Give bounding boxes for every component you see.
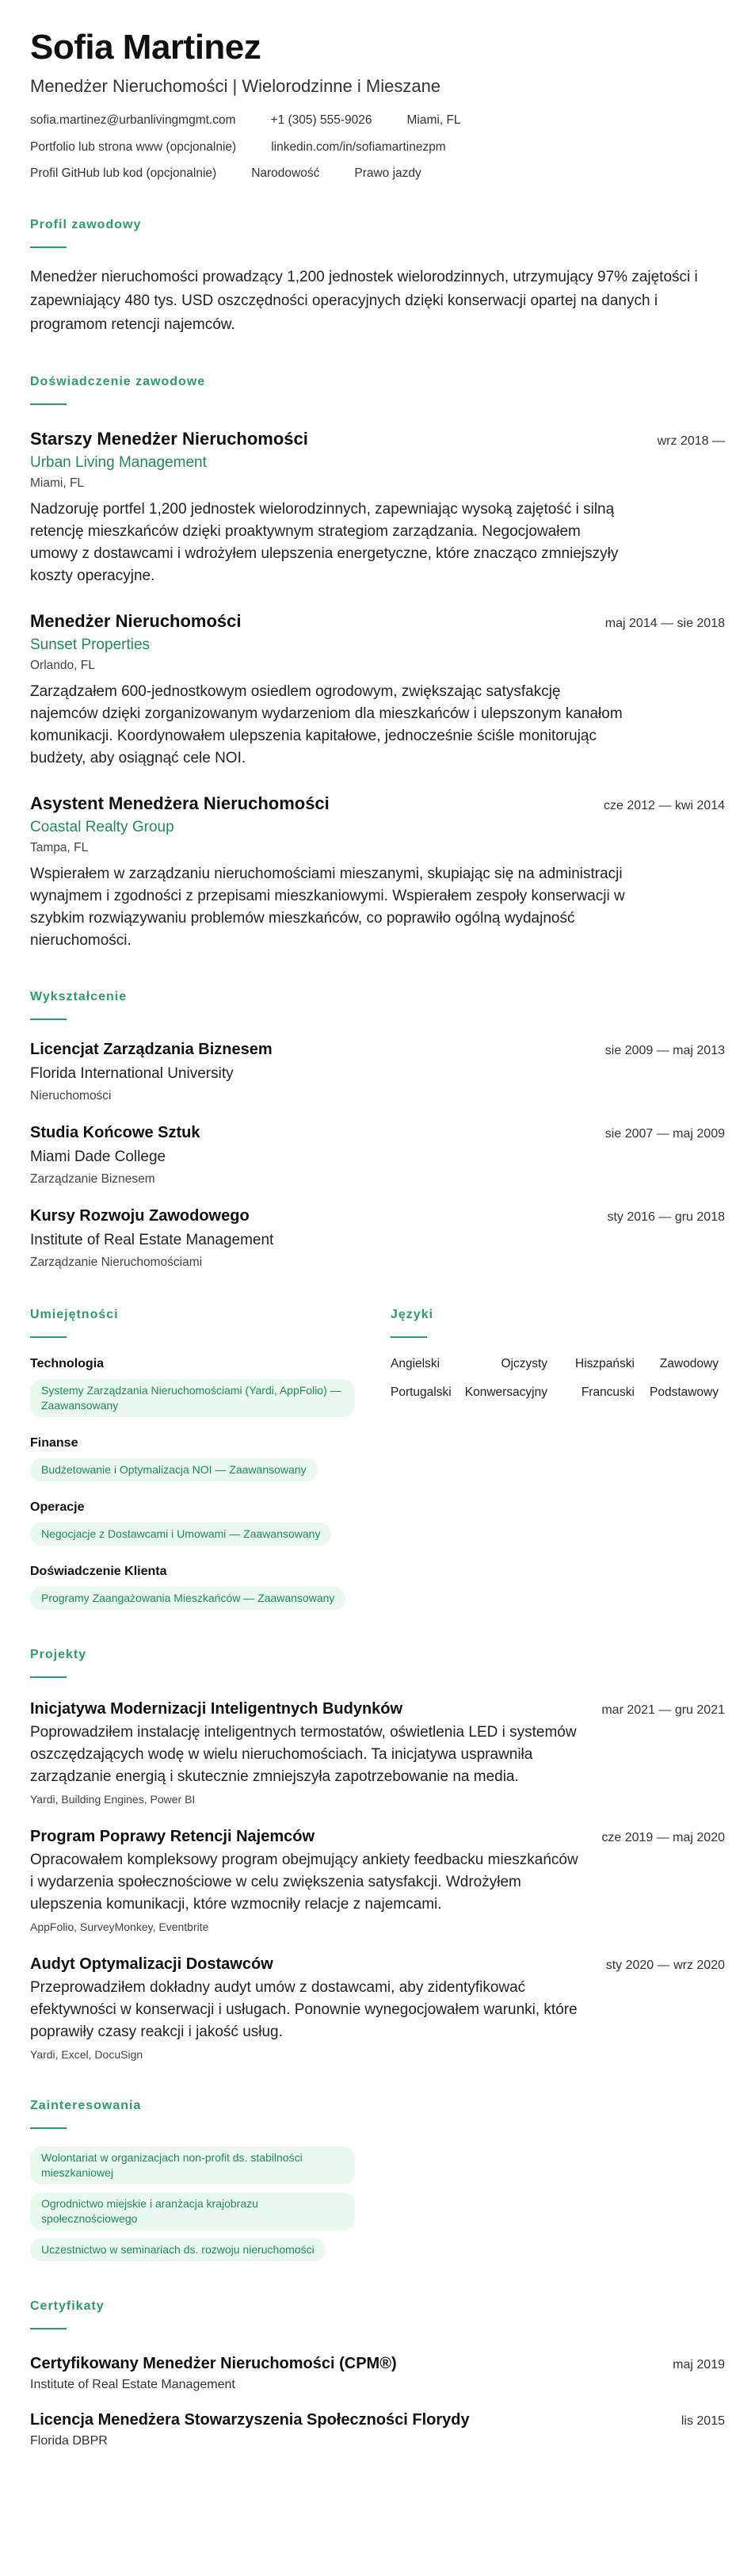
education-date: sty 2016 — gru 2018 <box>607 1210 725 1224</box>
contact-email[interactable]: sofia.martinez@urbanlivingmgmt.com <box>30 113 236 128</box>
section-title: Języki <box>391 1307 434 1321</box>
certification-entry <box>30 2355 725 2392</box>
contact-license: Prawo jazdy <box>354 166 421 181</box>
section-divider <box>391 1336 427 1338</box>
education-degree: Studia Końcowe Sztuk <box>30 1123 200 1141</box>
interest-tag: Wolontariat w organizacjach non-profit ds. stabilności mieszkaniowej <box>30 2146 355 2184</box>
project-title: Program Poprawy Retencji Najemców <box>30 1827 315 1845</box>
education-field: Zarządzanie Biznesem <box>30 1171 155 1186</box>
section-title: Profil zawodowy <box>30 217 142 231</box>
job-location: Miami, FL <box>30 476 85 490</box>
job-description: Zarządzałem 600-jednostkowym osiedlem ogrodowym, zwiększając satysfakcję najemców dzięki zorganizowanym wydarzeniom dla mieszkańców i ulepszonym kanałom komunikacji. Koordynowałem ulepszenia kapitałowe, jednocześnie ściśle monitorując budżety, aby osiągnąć cele NOI. <box>30 682 623 766</box>
contact-github[interactable]: Profil GitHub lub kod (opcjonalnie) <box>30 166 217 181</box>
skill-category <box>30 1357 391 1417</box>
education-entry <box>30 1124 725 1187</box>
skill-category-name: Technologia <box>30 1356 105 1370</box>
contact-portfolio[interactable]: Portfolio lub strona www (opcjonalnie) <box>30 140 237 154</box>
certification-issuer: Florida DBPR <box>30 2433 108 2448</box>
project-tech: Yardi, Excel, DocuSign <box>30 2047 143 2061</box>
certification-date: maj 2019 <box>673 2357 725 2372</box>
education-section <box>30 990 725 1270</box>
job-location: Orlando, FL <box>30 658 95 672</box>
section-divider <box>30 1676 67 1678</box>
section-title: Wykształcenie <box>30 989 128 1003</box>
education-date: sie 2007 — maj 2009 <box>604 1126 725 1141</box>
education-school: Institute of Real Estate Management <box>30 1231 274 1248</box>
job-company: Sunset Properties <box>30 636 151 653</box>
project-title: Inicjatywa Modernizacji Inteligentnych Budynków <box>30 1699 403 1718</box>
language-name: Angielski <box>391 1356 440 1370</box>
section-title: Umiejętności <box>30 1307 119 1321</box>
job-title: Menedżer Nieruchomości <box>30 610 242 631</box>
education-degree: Kursy Rozwoju Zawodowego <box>30 1206 250 1225</box>
skill-tag: Negocjacje z Dostawcami i Umowami — Zaawansowany <box>30 1523 331 1546</box>
section-title: Certyfikaty <box>30 2299 105 2313</box>
job-entry <box>30 793 725 952</box>
candidate-headline: Menedżer Nieruchomości | Wielorodzinne i Mieszane <box>30 76 441 97</box>
skills-section <box>30 1308 391 1610</box>
contact-location: Miami, FL <box>406 113 461 128</box>
job-date: wrz 2018 — <box>657 434 725 448</box>
project-entry <box>30 1700 725 1806</box>
education-school: Miami Dade College <box>30 1148 166 1165</box>
interests-list <box>30 2146 725 2261</box>
job-location: Tampa, FL <box>30 840 89 854</box>
job-description: Wspierałem w zarządzaniu nieruchomościami mieszanymi, skupiając się na administracji wynajmem i zgodności z przepisami mieszkaniowymi. Wspierałem zespoły konserwacji w szybkim rozwiązywaniu problemów mieszkańców, co poprawiło ogólną wydajność nieruchomości. <box>30 865 625 949</box>
section-divider <box>30 1019 67 1020</box>
profile-summary: Menedżer nieruchomości prowadzący 1,200 jednostek wielorodzinnych, utrzymujący 97% zajętości i zapewniający 480 tys. USD oszczędności operacyjnych dzięki konserwacji opartej na danych i programom retencji najemców. <box>30 268 698 333</box>
project-date: sty 2020 — wrz 2020 <box>605 1958 725 1972</box>
project-date: cze 2019 — maj 2020 <box>601 1830 725 1844</box>
project-tech: Yardi, Building Engines, Power BI <box>30 1792 196 1806</box>
language-level: Zawodowy <box>659 1356 719 1370</box>
job-company: Coastal Realty Group <box>30 818 174 835</box>
certification-entry <box>30 2411 725 2448</box>
skill-tag: Programy Zaangażowania Mieszkańców — Zaawansowany <box>30 1587 345 1610</box>
education-degree: Licencjat Zarządzania Biznesem <box>30 1040 273 1058</box>
skill-category <box>30 1565 391 1610</box>
education-date: sie 2009 — maj 2013 <box>604 1043 725 1057</box>
education-school: Florida International University <box>30 1064 234 1082</box>
section-divider <box>30 1336 67 1338</box>
section-divider <box>30 2127 67 2129</box>
interest-tag: Uczestnictwo w seminariach ds. rozwoju nieruchomości <box>30 2238 326 2261</box>
project-date: mar 2021 — gru 2021 <box>601 1703 725 1717</box>
project-description: Poprowadziłem instalację inteligentnych termostatów, oświetlenia LED i systemów oszczędzających wodę w wielu nieruchomościach. Ta inicjatywa usprawniła zarządzanie energią i skutecznie zmniejszyła zapotrzebowanie na media. <box>30 1723 577 1785</box>
interest-tag: Ogrodnictwo miejskie i aranżacja krajobrazu społecznościowego <box>30 2192 355 2230</box>
skill-tag: Systemy Zarządzania Nieruchomościami (Yardi, AppFolio) — Zaawansowany <box>30 1379 355 1417</box>
skills-languages-row <box>30 1308 725 1610</box>
education-field: Nieruchomości <box>30 1088 112 1103</box>
job-date: maj 2014 — sie 2018 <box>604 616 725 630</box>
project-entry <box>30 1955 725 2061</box>
job-date: cze 2012 — kwi 2014 <box>604 798 725 812</box>
language-level: Podstawowy <box>649 1385 719 1399</box>
project-entry <box>30 1828 725 1933</box>
projects-section <box>30 1648 725 2061</box>
interests-section <box>30 2099 725 2261</box>
languages-section <box>391 1308 725 1610</box>
section-divider <box>30 403 67 405</box>
language-level: Konwersacyjny <box>464 1385 547 1399</box>
section-title: Doświadczenie zawodowe <box>30 374 206 388</box>
education-entry <box>30 1041 725 1103</box>
skill-category <box>30 1500 391 1546</box>
project-description: Opracowałem kompleksowy program obejmujący ankiety feedbacku mieszkańców i wydarzenia społecznościowe w celu zwiększenia satysfakcji. Wdrożyłem ulepszenia komunikacji, które wzmocniły relacje z najemcami. <box>30 1851 578 1913</box>
job-company: Urban Living Management <box>30 453 207 471</box>
section-title: Projekty <box>30 1647 87 1661</box>
job-entry <box>30 611 725 770</box>
project-description: Przeprowadziłem dokładny audyt umów z dostawcami, aby zidentyfikować efektywności w konserwacji i usługach. Ponownie wynegocjowałem warunki, które poprawiły czasy reakcji i jakość usług. <box>30 1978 578 2040</box>
skill-category-name: Operacje <box>30 1500 85 1514</box>
certification-date: lis 2015 <box>681 2414 725 2428</box>
skill-category-name: Finanse <box>30 1435 78 1450</box>
certifications-section <box>30 2299 725 2448</box>
job-title: Starszy Menedżer Nieruchomości <box>30 428 308 449</box>
project-title: Audyt Optymalizacji Dostawców <box>30 1955 273 1973</box>
certification-name: Certyfikowany Menedżer Nieruchomości (CPM®) <box>30 2354 397 2372</box>
skill-tag: Budżetowanie i Optymalizacja NOI — Zaawansowany <box>30 1458 318 1481</box>
job-description: Nadzoruję portfel 1,200 jednostek wielorodzinnych, zapewniając wysoką zajętość i silną retencję mieszkańców dzięki proaktywnym strategiom zarządzania. Negocjowałem umowy z dostawcami i wdrożyłem ulepszenia energetyczne, które znacząco zmniejszyły koszty operacyjne. <box>30 500 619 584</box>
resume-header <box>30 29 725 180</box>
education-field: Zarządzanie Nieruchomościami <box>30 1255 203 1269</box>
contact-nationality: Narodowość <box>251 166 320 181</box>
language-name: Francuski <box>581 1385 635 1399</box>
language-level: Ojczysty <box>501 1356 547 1370</box>
certification-issuer: Institute of Real Estate Management <box>30 2377 235 2391</box>
contact-info <box>30 114 725 180</box>
section-divider <box>30 247 67 248</box>
education-entry <box>30 1207 725 1270</box>
project-tech: AppFolio, SurveyMonkey, Eventbrite <box>30 1920 209 1933</box>
skill-category <box>30 1436 391 1481</box>
certification-name: Licencja Menedżera Stowarzyszenia Społeczności Florydy <box>30 2410 470 2429</box>
contact-linkedin[interactable]: linkedin.com/in/sofiamartinezpm <box>271 140 446 154</box>
languages-table <box>391 1357 719 1400</box>
job-entry <box>30 429 725 587</box>
section-title: Zainteresowania <box>30 2098 142 2112</box>
contact-phone[interactable]: +1 (305) 555-9026 <box>270 113 372 128</box>
skill-category-name: Doświadczenie Klienta <box>30 1564 167 1578</box>
experience-section <box>30 375 725 952</box>
section-divider <box>30 2328 67 2329</box>
language-row <box>391 1385 719 1400</box>
language-name: Portugalski <box>391 1385 452 1399</box>
job-title: Asystent Menedżera Nieruchomości <box>30 793 330 813</box>
language-row <box>391 1357 719 1371</box>
profile-section <box>30 218 725 337</box>
candidate-name: Sofia Martinez <box>30 28 261 67</box>
language-name: Hiszpański <box>575 1356 635 1370</box>
